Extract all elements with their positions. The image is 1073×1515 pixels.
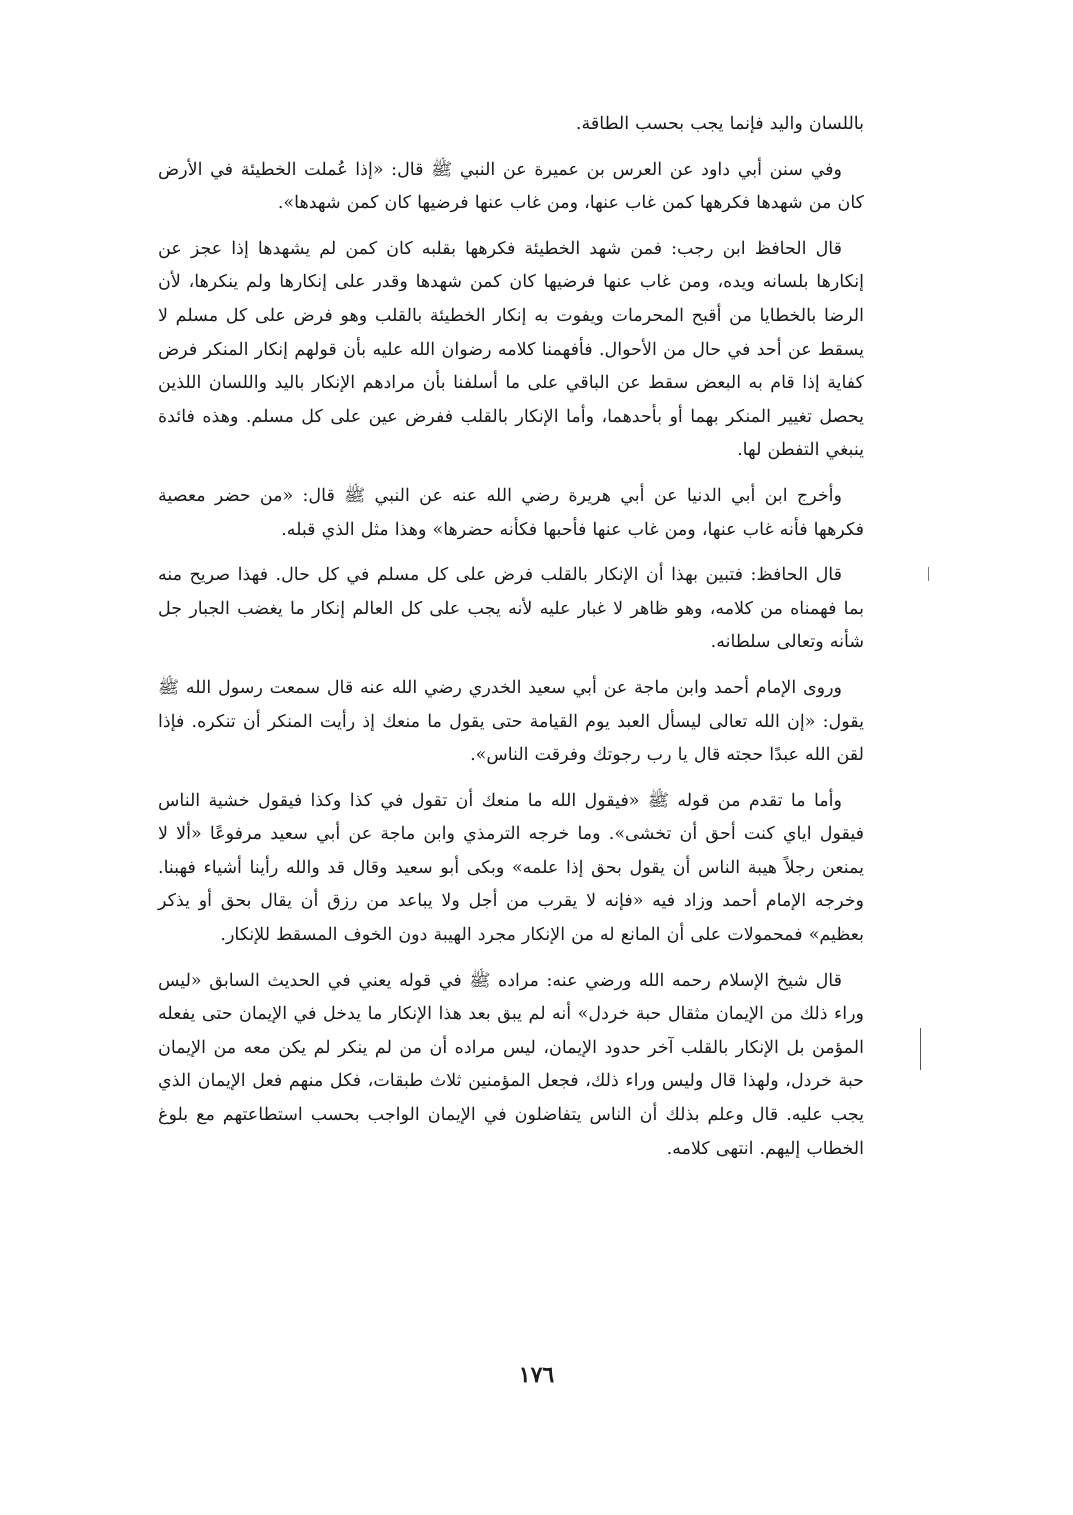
paragraph-2: وفي سنن أبي داود عن العرس بن عميرة عن النبي ﷺ قال: «إذا عُملت الخطيئة في الأرض كان من شهدها فكرهها كمن غاب عنها، ومن غاب عنها فرضيها كان كمن شهدها». — [158, 159, 864, 214]
paragraph-3: قال الحافظ ابن رجب: فمن شهد الخطيئة فكرهها بقلبه كان كمن لم يشهدها إذا عجز عن إنكارها بلسانه ويده، ومن غاب عنها فرضيها كان كمن شهدها وقدر على إنكارها ولم ينكرها، لأن الرضا بالخطايا من أقبح المحرمات ويفوت به إنكار الخطيئة بالقلب وهو فرض على كل مسلم لا يسقط عن أحد في حال من الأحوال. فأفهمنا كلامه رضوان الله عليه بأن قولهم إنكار المنكر فرض كفاية إذا قام به البعض سقط عن الباقي على ما أسلفنا بأن مرادهم الإنكار باليد واللسان اللذين يحصل تغيير المنكر بهما أو بأحدهما، وأما الإنكار بالقلب ففرض عين على كل مسلم. وهذه فائدة ينبغي التفطن لها. — [158, 238, 864, 461]
page-number: ١٧٦ — [518, 1362, 555, 1388]
paragraph-8: قال شيخ الإسلام رحمه الله ورضي عنه: مراده ﷺ في قوله يعني في الحديث السابق «ليس وراء ذلك من الإيمان مثقال حبة خردل» أنه لم يبق بعد هذا الإنكار ما يدخل في الإيمان حتى يفعله المؤمن بل الإنكار بالقلب آخر حدود الإيمان، ليس مراده أن من لم ينكر لم يكن معه من الإيمان حبة خردل، ولهذا قال وليس وراء ذلك، فجعل المؤمنين ثلاث طبقات، فكل منهم فعل الإيمان الذي يجب عليه. قال وعلم بذلك أن الناس يتفاضلون في الإيمان الواجب بحسب استطاعتهم مع بلوغ الخطاب إليهم. انتهى كلامه. — [158, 970, 864, 1159]
paragraph-5: قال الحافظ: فتبين بهذا أن الإنكار بالقلب فرض على كل مسلم في كل حال. فهذا صريح منه بما فهمناه من كلامه، وهو ظاهر لا غبار عليه لأنه يجب على كل العالم إنكار ما يغضب الجبار جل شأنه وتعالى سلطانه. — [158, 565, 864, 653]
paragraph-1: باللسان واليد فإنما يجب بحسب الطاقة. — [575, 114, 864, 134]
paragraph-4: وأخرج ابن أبي الدنيا عن أبي هريرة رضي الله عنه عن النبي ﷺ قال: «من حضر معصية فكرهها فأنه غاب عنها، ومن غاب عنها فأحبها فكأنه حضرها» وهذا مثل الذي قبله. — [158, 485, 864, 540]
paragraph-6: وروى الإمام أحمد وابن ماجة عن أبي سعيد الخدري رضي الله عنه قال سمعت رسول الله ﷺ يقول: «إن الله تعالى ليسأل العبد يوم القيامة حتى يقول ما منعك إذ رأيت المنكر أن تنكره. فإذا لقن الله عبدًا حجته قال يا رب رجوتك وفرقت الناس». — [158, 677, 864, 766]
page-body — [158, 108, 864, 1348]
margin-vertical-line — [920, 1028, 921, 1070]
paragraph-7: وأما ما تقدم من قوله ﷺ «فيقول الله ما منعك أن تقول في كذا وكذا فيقول خشية الناس فيقول اياي كنت أحق أن تخشى». وما خرجه الترمذي وابن ماجة عن أبي سعيد مرفوعًا «ألا لا يمنعن رجلاً هيبة الناس أن يقول بحق إذا علمه» وبكى أبو سعيد وقال قد والله رأينا أشياء فهبنا. وخرجه الإمام أحمد وزاد فيه «فإنه لا يقرب من أجل ولا يباعد من رزق أن يقال بحق أو يذكر بعظيم» فمحمولات على أن المانع له من الإنكار مجرد الهيبة دون الخوف المسقط للإنكار. — [158, 790, 864, 946]
margin-tick-mark — [928, 567, 929, 581]
